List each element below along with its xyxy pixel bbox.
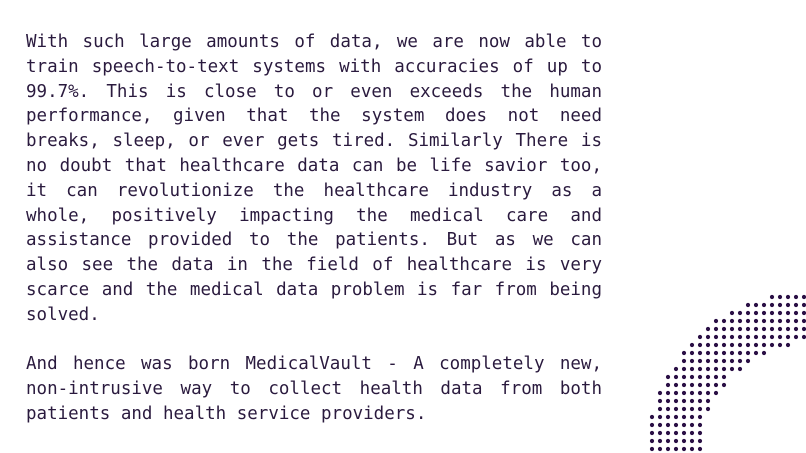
decor-dot	[786, 319, 790, 323]
decor-dot	[706, 399, 710, 403]
decor-dot	[706, 375, 710, 379]
decor-dot	[690, 399, 694, 403]
decor-dot	[794, 327, 798, 331]
decor-dot	[682, 439, 686, 443]
decor-dot	[682, 367, 686, 371]
decor-dot	[682, 447, 686, 451]
decor-dot	[730, 327, 734, 331]
decor-dot	[690, 423, 694, 427]
decor-dot	[786, 327, 790, 331]
decor-dot	[762, 327, 766, 331]
decor-dot	[762, 311, 766, 315]
decor-dot	[698, 351, 702, 355]
decor-dot	[674, 391, 678, 395]
decor-dot	[674, 407, 678, 411]
decor-dot	[770, 335, 774, 339]
decor-dot	[754, 343, 758, 347]
decor-dot	[762, 303, 766, 307]
decor-dot	[698, 447, 702, 451]
decor-dot	[666, 423, 670, 427]
decor-dot	[674, 423, 678, 427]
decor-dot	[802, 319, 806, 323]
decor-dot	[706, 367, 710, 371]
decor-dot	[698, 439, 702, 443]
decor-dot	[682, 391, 686, 395]
dot-pattern-group	[650, 295, 806, 451]
decor-dot	[706, 335, 710, 339]
decor-dot	[666, 407, 670, 411]
decor-dot	[762, 335, 766, 339]
decor-dot	[690, 431, 694, 435]
decor-dot	[698, 335, 702, 339]
decor-dot	[722, 383, 726, 387]
decor-dot	[698, 415, 702, 419]
decor-dot	[802, 335, 806, 339]
decor-dot	[682, 423, 686, 427]
decor-dot	[786, 335, 790, 339]
decor-dot	[658, 415, 662, 419]
decor-dot	[746, 311, 750, 315]
decor-dot	[674, 415, 678, 419]
decor-dot	[706, 391, 710, 395]
decor-dot	[762, 343, 766, 347]
decor-dot	[674, 399, 678, 403]
decor-dot	[754, 327, 758, 331]
decor-dot	[674, 375, 678, 379]
decor-dot	[746, 319, 750, 323]
decor-dot	[650, 431, 654, 435]
decor-dot	[802, 327, 806, 331]
decor-dot	[690, 415, 694, 419]
decor-dot	[658, 391, 662, 395]
decor-dot	[722, 327, 726, 331]
decor-dot	[666, 375, 670, 379]
decor-dot	[754, 311, 758, 315]
decor-dot	[738, 343, 742, 347]
decor-dot	[674, 383, 678, 387]
decor-dot	[722, 319, 726, 323]
decor-dot	[778, 303, 782, 307]
decor-dot	[722, 343, 726, 347]
decor-dot	[698, 423, 702, 427]
decor-dot	[730, 311, 734, 315]
decor-dot	[658, 399, 662, 403]
decor-dot	[754, 319, 758, 323]
decor-dot	[714, 375, 718, 379]
decor-dot	[706, 343, 710, 347]
decor-dot	[706, 351, 710, 355]
decor-dot	[658, 423, 662, 427]
decor-dot	[738, 359, 742, 363]
decor-dot	[690, 375, 694, 379]
decor-dot	[706, 383, 710, 387]
decor-dot	[682, 375, 686, 379]
decor-dot	[714, 367, 718, 371]
decor-dot	[778, 343, 782, 347]
decor-dot	[714, 335, 718, 339]
decor-dot	[698, 343, 702, 347]
decor-dot	[690, 359, 694, 363]
decor-dot	[770, 303, 774, 307]
decor-dot	[666, 431, 670, 435]
decor-dot	[666, 391, 670, 395]
decor-dot	[770, 343, 774, 347]
decor-dot	[658, 407, 662, 411]
decor-dot	[746, 327, 750, 331]
decor-dot	[802, 303, 806, 307]
decor-dot	[682, 415, 686, 419]
decor-dot	[802, 311, 806, 315]
decor-dot	[754, 351, 758, 355]
decor-dot	[706, 359, 710, 363]
decor-dot	[658, 447, 662, 451]
decor-dot	[730, 359, 734, 363]
decor-dot	[794, 311, 798, 315]
decor-dot	[738, 319, 742, 323]
decor-dot	[794, 335, 798, 339]
decor-dot	[722, 359, 726, 363]
decor-dot	[690, 447, 694, 451]
decor-dot	[706, 327, 710, 331]
decor-dot	[754, 335, 758, 339]
decor-dot	[778, 311, 782, 315]
decor-dot	[794, 303, 798, 307]
decor-dot	[730, 351, 734, 355]
decor-dot	[746, 303, 750, 307]
decor-dot	[698, 391, 702, 395]
paragraph-intro: With such large amounts of data, we are now able to train speech-to-text systems with accuracies of up to 99.7%. This is close to or even exceeds the human performance, given that the system does not need breaks, sleep, or ever gets tired. Similarly There is no doubt that healthcare data can be life savior too, it can revolutionize the healthcare industry as a whole, positively impacting the medical care and assistance provided to the patients. But as we can also see the data in the field of healthcare is very scarce and the medical data problem is far from being solved.	[26, 32, 602, 325]
decor-dot	[682, 431, 686, 435]
decor-dot	[738, 311, 742, 315]
decor-dot	[786, 343, 790, 347]
decor-dot	[698, 359, 702, 363]
decor-dot	[690, 367, 694, 371]
decor-dot	[690, 351, 694, 355]
decor-dot	[730, 367, 734, 371]
decor-dot	[666, 399, 670, 403]
decor-dot	[658, 431, 662, 435]
decor-dot	[730, 335, 734, 339]
decor-dot	[690, 343, 694, 347]
decor-dot	[698, 399, 702, 403]
body-text	[26, 30, 602, 427]
decor-dot	[698, 431, 702, 435]
decor-dot	[690, 383, 694, 387]
decor-dot	[770, 327, 774, 331]
decor-dot	[714, 383, 718, 387]
decor-dot	[722, 367, 726, 371]
decor-dot	[730, 319, 734, 323]
decor-dot	[738, 335, 742, 339]
decor-dot	[754, 303, 758, 307]
decor-dot	[682, 383, 686, 387]
decor-dot	[770, 295, 774, 299]
decor-dot	[786, 311, 790, 315]
decor-dot	[682, 351, 686, 355]
decor-dot	[794, 295, 798, 299]
decor-dot	[714, 343, 718, 347]
decor-dot	[786, 295, 790, 299]
decor-dot	[794, 319, 798, 323]
decor-dot	[746, 343, 750, 347]
decor-dot	[770, 319, 774, 323]
decor-dot	[674, 431, 678, 435]
decor-dot	[690, 407, 694, 411]
decor-dot	[738, 351, 742, 355]
decor-dot	[778, 295, 782, 299]
decor-dot	[786, 303, 790, 307]
decor-dot	[674, 439, 678, 443]
decor-dot	[778, 327, 782, 331]
decor-dot	[746, 359, 750, 363]
decor-dot	[722, 351, 726, 355]
decor-dot	[762, 319, 766, 323]
decor-dot	[650, 423, 654, 427]
decor-dot	[714, 359, 718, 363]
decor-dot	[666, 447, 670, 451]
decor-dot	[674, 447, 678, 451]
decor-dot	[746, 351, 750, 355]
paragraph-medicalvault: And hence was born MedicalVault - A completely new, non-intrusive way to collect health data from both patients and health service providers.	[26, 354, 602, 424]
decor-dot	[698, 367, 702, 371]
decor-dot	[666, 439, 670, 443]
decor-dot	[650, 415, 654, 419]
decor-dot	[698, 375, 702, 379]
decor-dot	[770, 311, 774, 315]
decor-dot	[674, 367, 678, 371]
decor-dot	[722, 375, 726, 379]
decor-dot	[714, 391, 718, 395]
decor-dot	[746, 335, 750, 339]
decor-dot	[738, 367, 742, 371]
decor-dot	[714, 319, 718, 323]
decor-dot	[650, 447, 654, 451]
dotted-arc-decoration	[640, 285, 806, 453]
decor-dot	[690, 391, 694, 395]
decor-dot	[738, 327, 742, 331]
decor-dot	[706, 407, 710, 411]
decor-dot	[682, 407, 686, 411]
decor-dot	[698, 407, 702, 411]
decor-dot	[762, 351, 766, 355]
decor-dot	[666, 383, 670, 387]
decor-dot	[778, 319, 782, 323]
decor-dot	[698, 383, 702, 387]
decor-dot	[666, 415, 670, 419]
decor-dot	[714, 351, 718, 355]
decor-dot	[682, 399, 686, 403]
decor-dot	[650, 439, 654, 443]
decor-dot	[778, 335, 782, 339]
decor-dot	[802, 295, 806, 299]
decor-dot	[730, 343, 734, 347]
decor-dot	[714, 327, 718, 331]
decor-dot	[658, 439, 662, 443]
decor-dot	[690, 439, 694, 443]
decor-dot	[722, 335, 726, 339]
decor-dot	[682, 359, 686, 363]
